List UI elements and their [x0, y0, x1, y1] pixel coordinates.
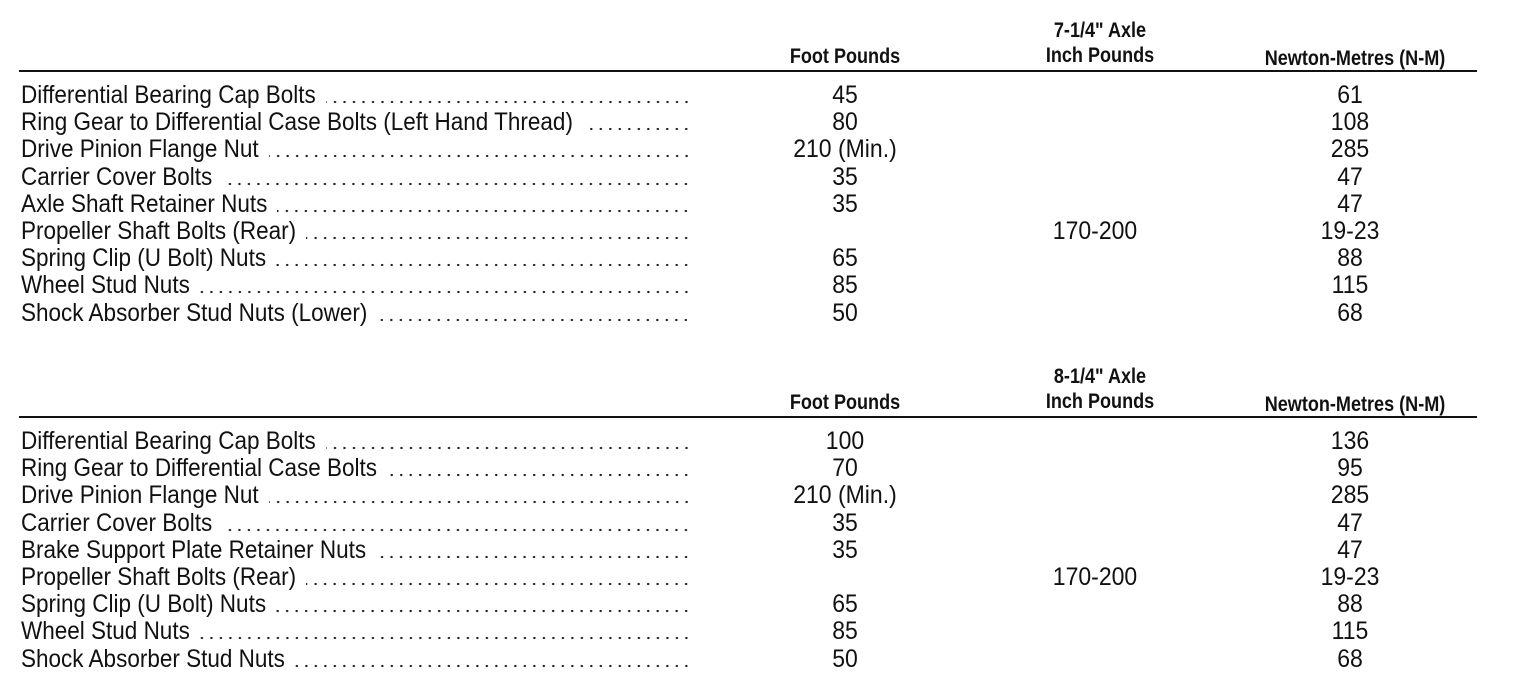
- newton-metres-value: 285: [1330, 481, 1370, 510]
- row-description: [21, 218, 741, 245]
- foot-pounds-value: 80: [832, 108, 858, 137]
- foot-pounds-value: 65: [832, 590, 858, 619]
- table-row: [0, 82, 1520, 109]
- newton-metres-value: 136: [1330, 427, 1370, 455]
- foot-pounds-value: 210 (Min.): [793, 135, 897, 164]
- newton-metres-value: 61: [1337, 81, 1363, 109]
- row-label: Shock Absorber Stud Nuts (Lower): [21, 299, 368, 327]
- inch-pounds-value: 170-200: [1052, 562, 1138, 591]
- foot-pounds-value: 70: [832, 454, 858, 483]
- foot-pounds-value: 65: [832, 244, 858, 273]
- header-inch-pounds: Inch Pounds: [1045, 44, 1155, 67]
- foot-pounds-value: 85: [832, 617, 858, 646]
- header-newton-metres: Newton-Metres (N-M): [1264, 393, 1446, 416]
- row-description: [21, 618, 741, 645]
- newton-metres-value: 19-23: [1320, 562, 1380, 591]
- row-label: Propeller Shaft Bolts (Rear): [21, 563, 297, 591]
- row-label: Drive Pinion Flange Nut: [21, 136, 259, 164]
- row-label: Propeller Shaft Bolts (Rear): [21, 217, 297, 245]
- table-body: [0, 428, 1520, 673]
- newton-metres-value: 47: [1337, 508, 1363, 537]
- table-row: [0, 136, 1520, 163]
- newton-metres-value: 19-23: [1320, 216, 1380, 245]
- table-row: [0, 245, 1520, 272]
- row-label: Wheel Stud Nuts: [21, 272, 190, 300]
- table-row: [0, 591, 1520, 618]
- row-description: [21, 564, 741, 591]
- table-row: [0, 272, 1520, 299]
- row-label: Carrier Cover Bolts: [21, 163, 213, 191]
- table-row: [0, 428, 1520, 455]
- row-label: Brake Support Plate Retainer Nuts: [21, 536, 367, 564]
- row-description: [21, 482, 741, 509]
- foot-pounds-value: 35: [832, 508, 858, 537]
- row-description: [21, 272, 741, 299]
- row-description: [21, 591, 741, 618]
- newton-metres-value: 115: [1331, 271, 1369, 300]
- table-row: [0, 564, 1520, 591]
- table-row: [0, 482, 1520, 509]
- row-description: [21, 428, 741, 455]
- row-description: [21, 136, 741, 163]
- row-description: [21, 109, 741, 136]
- row-label: Differential Bearing Cap Bolts: [21, 428, 316, 455]
- row-label: Carrier Cover Bolts: [21, 509, 213, 537]
- row-description: [21, 245, 741, 272]
- header-foot-pounds: Foot Pounds: [789, 45, 901, 68]
- row-description: [21, 164, 741, 191]
- table-body: [0, 82, 1520, 327]
- row-label: Shock Absorber Stud Nuts: [21, 645, 285, 673]
- row-description: [21, 82, 741, 109]
- table-row: [0, 300, 1520, 327]
- newton-metres-value: 95: [1337, 454, 1363, 483]
- newton-metres-value: 47: [1337, 189, 1363, 218]
- row-label: Differential Bearing Cap Bolts: [21, 82, 316, 109]
- foot-pounds-value: 50: [832, 298, 858, 327]
- newton-metres-value: 285: [1330, 135, 1370, 164]
- table-row: [0, 510, 1520, 537]
- row-description: [21, 537, 741, 564]
- row-label: Drive Pinion Flange Nut: [21, 482, 259, 510]
- header-axle-inch-pounds: [1018, 18, 1181, 68]
- header-newton-metres: Newton-Metres (N-M): [1264, 47, 1446, 70]
- newton-metres-value: 88: [1337, 590, 1363, 619]
- newton-metres-value: 68: [1337, 644, 1363, 673]
- foot-pounds-value: 85: [832, 271, 858, 300]
- table-row: [0, 618, 1520, 645]
- table-row: [0, 218, 1520, 245]
- newton-metres-value: 115: [1331, 617, 1369, 646]
- table-row: [0, 455, 1520, 482]
- row-label: Axle Shaft Retainer Nuts: [21, 190, 268, 218]
- header-divider: [19, 416, 1477, 418]
- row-description: [21, 455, 741, 482]
- newton-metres-value: 47: [1337, 535, 1363, 564]
- table-row: [0, 164, 1520, 191]
- table-row: [0, 191, 1520, 218]
- foot-pounds-value: 45: [832, 81, 858, 109]
- foot-pounds-value: 35: [832, 162, 858, 191]
- newton-metres-value: 88: [1337, 244, 1363, 273]
- header-inch-pounds: Inch Pounds: [1045, 390, 1155, 413]
- row-description: [21, 300, 741, 327]
- row-label: Wheel Stud Nuts: [21, 618, 190, 646]
- row-description: [21, 191, 741, 218]
- row-description: [21, 646, 741, 673]
- header-axle-size: 8-1/4" Axle: [1053, 365, 1147, 388]
- row-description: [21, 510, 741, 537]
- table-row: [0, 109, 1520, 136]
- foot-pounds-value: 35: [832, 189, 858, 218]
- row-label: Ring Gear to Differential Case Bolts (Left Hand Thread): [21, 109, 573, 137]
- newton-metres-value: 108: [1330, 108, 1370, 137]
- header-foot-pounds: Foot Pounds: [789, 391, 901, 414]
- row-label: Spring Clip (U Bolt) Nuts: [21, 591, 267, 619]
- newton-metres-value: 47: [1337, 162, 1363, 191]
- table-row: [0, 646, 1520, 673]
- foot-pounds-value: 210 (Min.): [793, 481, 897, 510]
- foot-pounds-value: 50: [832, 644, 858, 673]
- foot-pounds-value: 100: [825, 427, 865, 455]
- table-row: [0, 537, 1520, 564]
- inch-pounds-value: 170-200: [1052, 216, 1138, 245]
- header-axle-size: 7-1/4" Axle: [1053, 19, 1147, 42]
- newton-metres-value: 68: [1337, 298, 1363, 327]
- row-label: Ring Gear to Differential Case Bolts: [21, 455, 378, 483]
- foot-pounds-value: 35: [832, 535, 858, 564]
- header-divider: [19, 70, 1477, 72]
- row-label: Spring Clip (U Bolt) Nuts: [21, 245, 267, 273]
- header-axle-inch-pounds: [1018, 364, 1181, 414]
